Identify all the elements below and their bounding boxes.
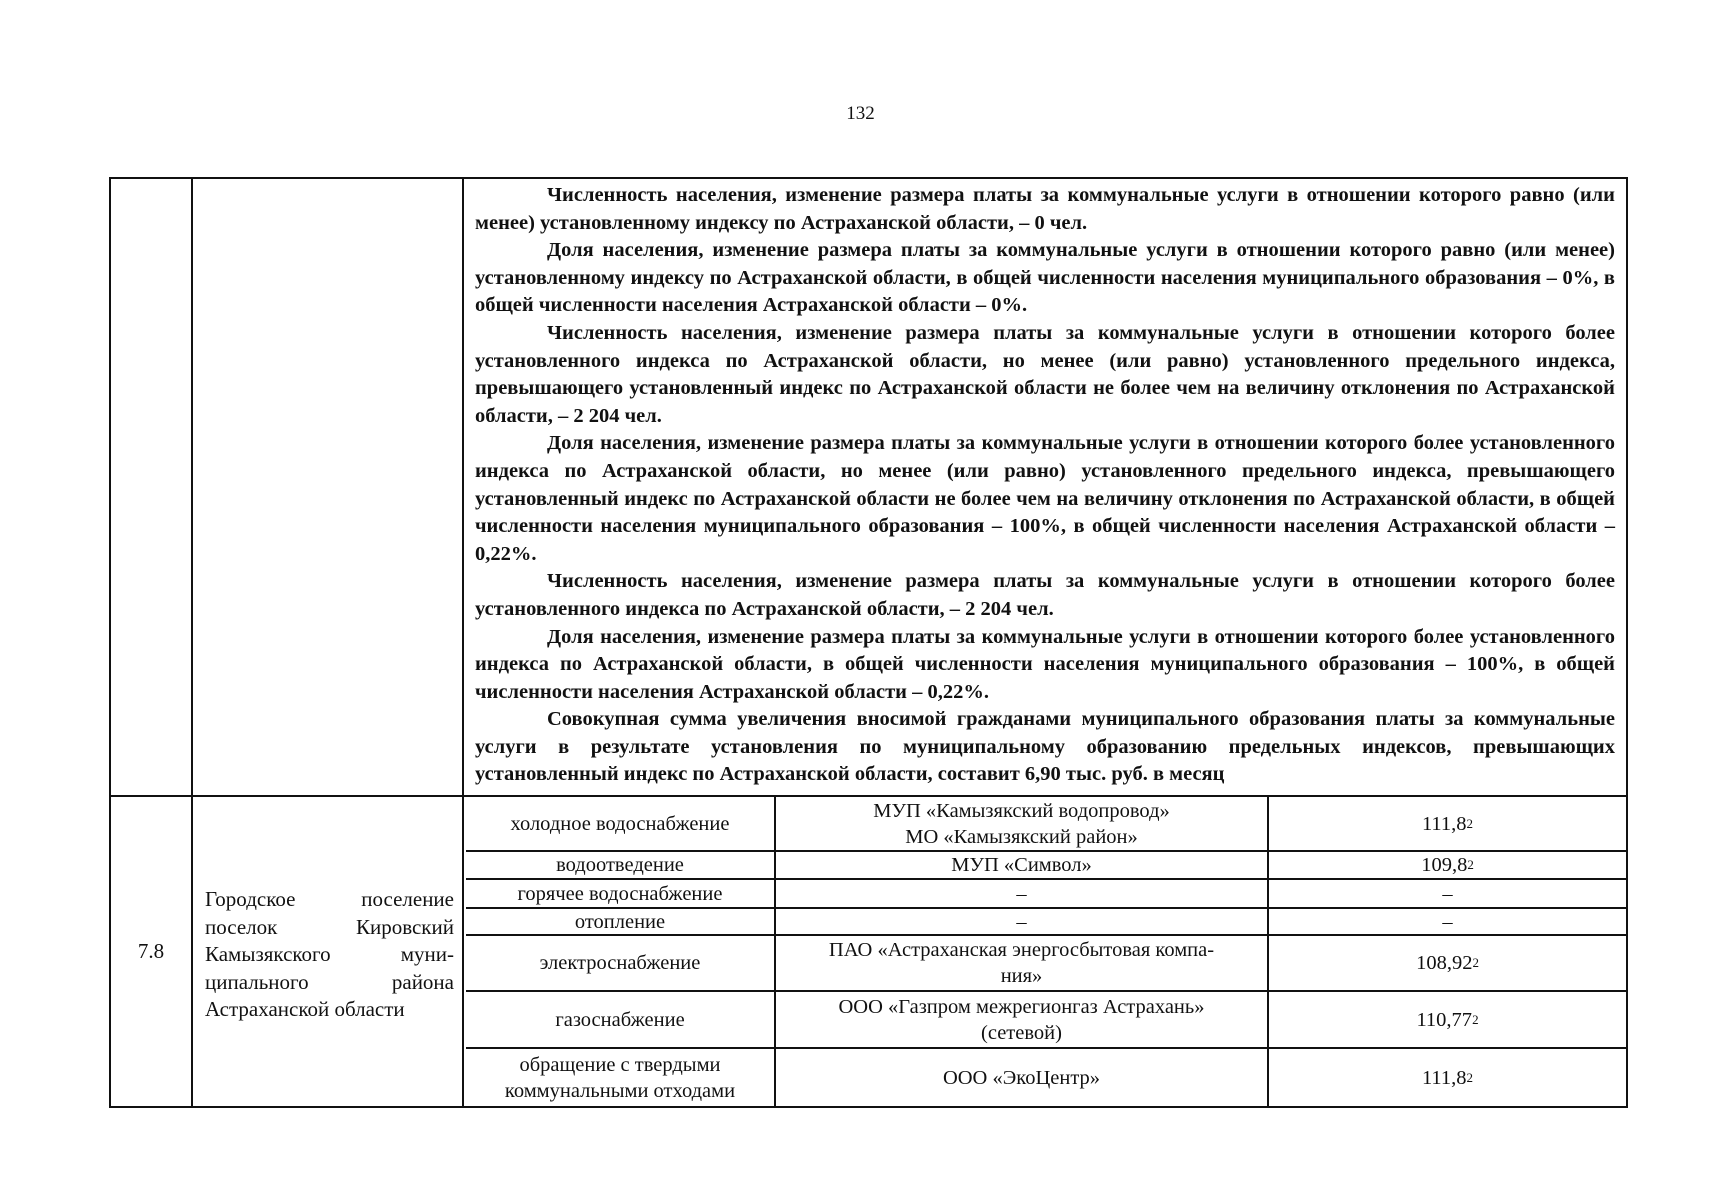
service-row [466,909,1626,936]
municipality-word: Камызякского [205,942,331,967]
service-index: 110,77 2 [1416,1008,1479,1031]
service-provider: ООО «ЭкоЦентр» [776,1049,1269,1106]
index-value: 108,92 [1416,952,1473,974]
table-row-7-8 [109,795,1628,1108]
service-provider: – [776,909,1269,934]
service-row [466,1049,1626,1106]
service-index: 111,8 2 [1421,1066,1474,1089]
service-provider: – [776,880,1269,907]
summary-paragraph: Численность населения, изменение размера платы за коммунальные услуги в отношении которого равно (или менее) установленному индексу по Астраханской области, – 0 чел. [475,184,1615,234]
service-row [466,852,1626,880]
municipality-word: Городское [205,887,296,911]
summary-paragraph: Численность населения, изменение размера платы за коммунальные услуги в отношении которого более установленного индекса по Астраханской области, но менее (или равно) установленного предельного индекса, превышающего установленный индекс по Астраханской области не более чем на величину отклонения по Астраханской области, – 2 204 чел. [475,321,1615,427]
municipality-line [205,969,454,997]
municipality-cell [195,797,464,1106]
service-row [466,992,1626,1049]
municipality-line [205,941,454,969]
municipality-word: поселок [205,914,278,939]
municipality-line [205,996,454,1024]
summary-paragraph: Доля населения, изменение размера платы за коммунальные услуги в отношении которого более установленного индекса по Астраханской области, но менее (или равно) установленного предельного индекса, превышающего установленный индекс по Астраханской области не более чем на величину отклонения по Астраханской области, в общей численности населения муниципального образования – 100%, в общей численности населения Астраханской области – 0,22%. [475,432,1615,565]
service-row [466,936,1626,992]
municipality-word: Астраханской области [205,997,405,1022]
municipality-word: ципального [205,969,309,994]
service-index: – [1442,910,1453,933]
service-name: горячее водоснабжение [466,880,776,907]
service-index: 108,92 2 [1416,952,1479,974]
service-row [466,880,1626,909]
services-table [466,797,1626,1106]
summary-paragraph: Численность населения, изменение размера платы за коммунальные услуги в отношении которого более установленного индекса по Астраханской области, – 2 204 чел. [475,570,1615,620]
summary-paragraph: Доля населения, изменение размера платы за коммунальные услуги в отношении которого более установленного индекса по Астраханской области, в общей численности населения муниципального образования – 100%, в общей численности населения Астраханской области – 0,22%. [475,625,1615,703]
service-provider: МУП «Символ» [776,852,1269,878]
row-number: 7.8 [111,797,193,1106]
municipality-word: муни- [400,942,454,967]
service-row [466,797,1626,852]
municipality-line [205,886,454,914]
service-name: холодное водоснабжение [466,797,776,850]
service-name: электроснабжение [466,936,776,990]
service-index: – [1442,882,1453,905]
service-provider: ПАО «Астраханская энергосбытовая компа- ния» [776,936,1269,990]
service-name: водоотведение [466,852,776,878]
summary-paragraph: Доля населения, изменение размера платы за коммунальные услуги в отношении которого равно (или менее) установленному индексу по Астраханской области, в общей численности населения муниципального образования – 0%, в общей численности населения Астраханской области – 0%. [475,239,1615,317]
page-number: 132 [846,103,875,124]
service-name: отопление [466,909,776,934]
column-divider [191,179,193,795]
index-value: 111,8 [1421,1066,1467,1089]
service-index: 111,8 2 [1421,812,1474,835]
service-index: 109,8 2 [1421,854,1474,876]
service-provider: МУП «Камызякский водопровод» МО «Камызякский район» [776,797,1269,850]
municipality-word: Кировский [355,914,454,939]
table-continuation-row [109,177,1628,795]
service-name: обращение с твердыми коммунальными отходами [466,1049,776,1106]
service-name: газоснабжение [466,992,776,1047]
municipality-line [205,914,454,942]
summary-text-cell [464,179,1626,795]
index-value: 110,77 [1416,1008,1473,1031]
service-provider: ООО «Газпром межрегионгаз Астрахань» (сетевой) [776,992,1269,1047]
municipality-word: поселение [361,887,454,911]
index-value: 109,8 [1421,854,1468,876]
index-value: 111,8 [1421,812,1467,835]
municipality-word: района [391,969,454,994]
summary-paragraph: Совокупная сумма увеличения вносимой гражданами муниципального образования платы за коммунальные услуги в результате установления по муниципальному образованию предельных индексов, превышающих установленный индекс по Астраханской области, составит 6,90 тыс. руб. в месяц [475,708,1615,786]
